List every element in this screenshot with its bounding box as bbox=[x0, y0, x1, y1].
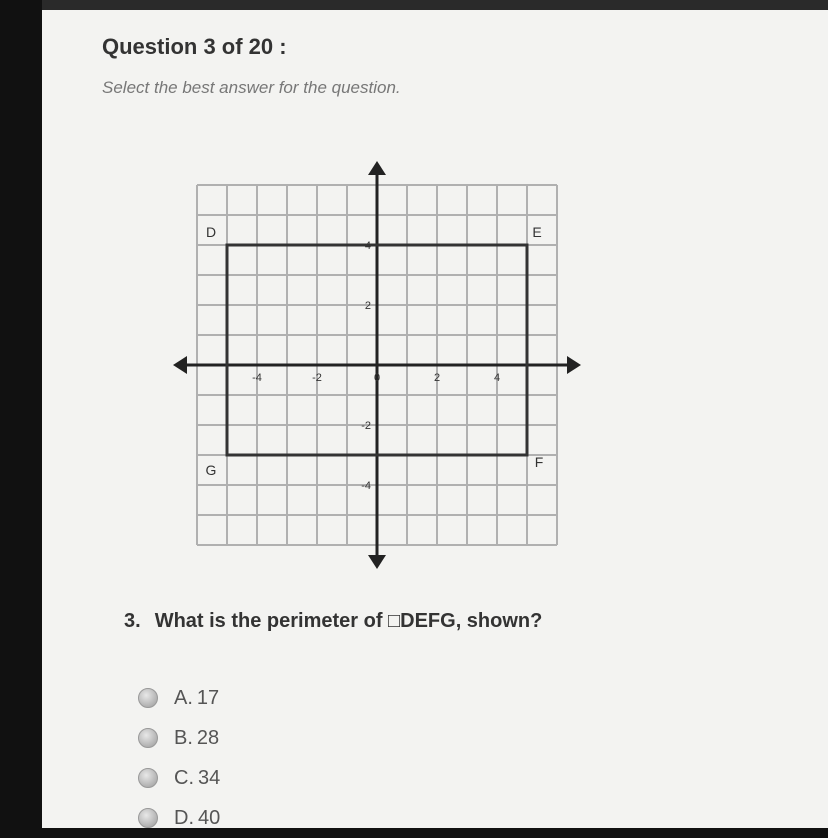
radio-button-icon[interactable] bbox=[138, 728, 158, 748]
answer-value: 17 bbox=[196, 686, 220, 709]
coordinate-graph bbox=[162, 150, 592, 580]
answer-option-d[interactable] bbox=[138, 798, 220, 838]
answer-letter: A. bbox=[174, 686, 193, 709]
question-number: 3. bbox=[124, 610, 141, 632]
x-tick-label: 0 bbox=[373, 372, 381, 384]
y-tick-label: -2 bbox=[361, 420, 371, 432]
answer-value: 40 bbox=[198, 806, 221, 829]
x-tick-label: 2 bbox=[433, 372, 441, 384]
y-tick-label: 4 bbox=[364, 240, 371, 252]
answer-option-b[interactable] bbox=[138, 718, 220, 758]
vertex-label-f: F bbox=[534, 454, 544, 470]
question-text: What is the perimeter of □DEFG, shown? bbox=[154, 610, 543, 632]
vertex-label-e: E bbox=[532, 224, 542, 240]
x-tick-label: -4 bbox=[252, 372, 262, 384]
answer-letter: B. bbox=[174, 726, 193, 749]
x-axis-right-arrow-icon bbox=[567, 356, 581, 374]
quiz-screen bbox=[42, 0, 828, 828]
instruction-text: Select the best answer for the question. bbox=[102, 78, 401, 97]
answer-option-c[interactable] bbox=[138, 758, 220, 798]
x-axis-left-arrow-icon bbox=[173, 356, 187, 374]
answer-value: 34 bbox=[198, 766, 221, 789]
answer-value: 28 bbox=[196, 726, 220, 749]
answer-option-a[interactable] bbox=[138, 678, 220, 718]
radio-button-icon[interactable] bbox=[138, 808, 158, 828]
radio-button-icon[interactable] bbox=[138, 688, 158, 708]
y-axis-down-arrow-icon bbox=[368, 555, 386, 569]
y-axis-up-arrow-icon bbox=[368, 161, 386, 175]
question-counter: Question 3 of 20 : bbox=[102, 34, 287, 59]
graph-svg bbox=[162, 150, 592, 580]
radio-button-icon[interactable] bbox=[138, 768, 158, 788]
x-tick-label: -2 bbox=[312, 372, 322, 384]
y-tick-label: -4 bbox=[361, 480, 371, 492]
top-bar bbox=[42, 0, 828, 10]
question-prompt bbox=[124, 610, 542, 633]
answer-choices bbox=[138, 678, 220, 838]
vertex-label-g: G bbox=[205, 462, 217, 478]
answer-letter: D. bbox=[174, 806, 194, 829]
answer-letter: C. bbox=[174, 766, 194, 789]
y-tick-label: 2 bbox=[364, 300, 371, 312]
x-tick-label: 4 bbox=[493, 372, 501, 384]
vertex-label-d: D bbox=[205, 224, 217, 240]
